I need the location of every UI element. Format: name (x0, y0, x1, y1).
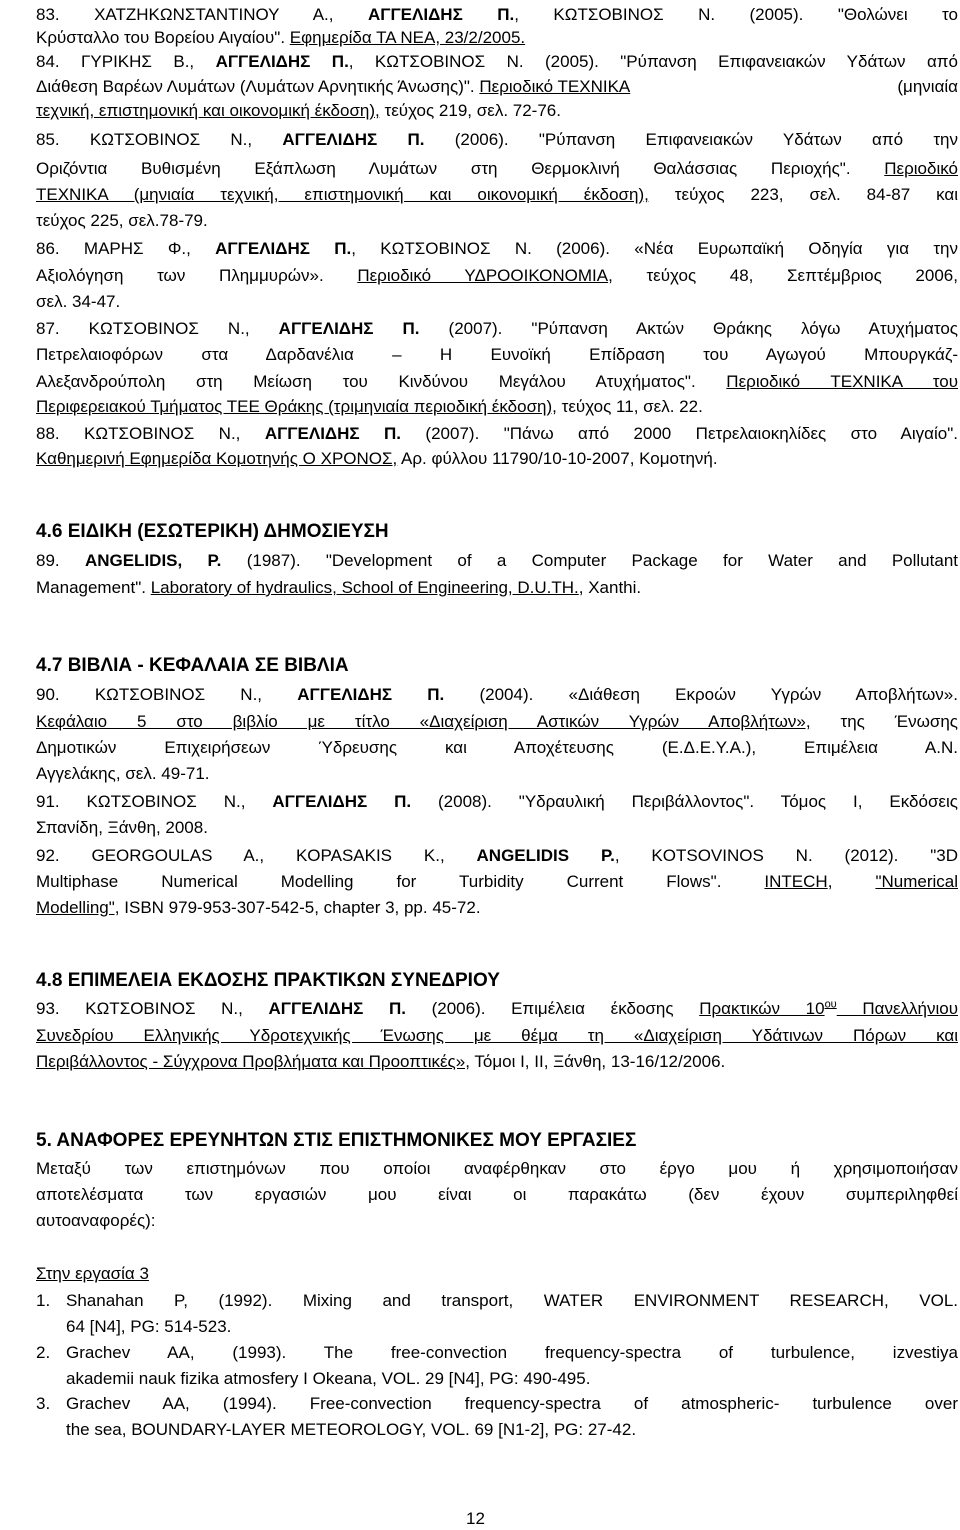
section-heading-4-7: 4.7 ΒΙΒΛΙΑ - ΚΕΦΑΛΑΙΑ ΣΕ ΒΙΒΛΙΑ (36, 655, 349, 676)
ref-85-line-2: Οριζόντια Βυθισμένη Εξάπλωση Λυμάτων στη Θερμοκλινή Θαλάσσιας Περιοχής". Περιοδικό (36, 159, 958, 178)
ref-84-line-3: τεχνική, επιστημονική και οικονομική έκδοση), τεύχος 219, σελ. 72-76. (36, 101, 561, 120)
ref-90-line-1: 90. ΚΩΤΣΟΒΙΝΟΣ Ν., ΑΓΓΕΛΙΔΗΣ Π. (2004). «Διάθεση Εκροών Υγρών Αποβλήτων». (36, 685, 958, 704)
work-label: Στην εργασία 3 (36, 1264, 149, 1283)
intro-line-2: αποτελέσματα των εργασιών μου είναι οι παρακάτω (δεν έχουν συμπεριληφθεί (36, 1185, 958, 1204)
work-item-line: the sea, BOUNDARY-LAYER METEOROLOGY, VOL. 69 [N1-2], PG: 27-42. (66, 1420, 637, 1439)
ref-86-line-1: 86. ΜΑΡΗΣ Φ., ΑΓΓΕΛΙΔΗΣ Π., ΚΩΤΣΟΒΙΝΟΣ Ν. (2006). «Νέα Ευρωπαϊκή Οδηγία για την (36, 239, 958, 258)
work-item-number: 3. (36, 1394, 51, 1413)
ref-87-line-2: Πετρελαιοφόρων στα Δαρδανέλια – Η Ευνοϊκή Επίδραση του Αγωγού Μπουργκάζ- (36, 345, 958, 364)
ref-86-line-3: σελ. 34-47. (36, 292, 121, 311)
ref-87-line-1: 87. ΚΩΤΣΟΒΙΝΟΣ Ν., ΑΓΓΕΛΙΔΗΣ Π. (2007). "Ρύπανση Ακτών Θράκης λόγω Ατυχήματος (36, 319, 958, 338)
ref-86-line-2: Αξιολόγηση των Πλημμυρών». Περιοδικό ΥΔΡΟΟΙΚΟΝΟΜΙΑ, τεύχος 48, Σεπτέμβριος 2006, (36, 266, 958, 285)
ref-91-line-1: 91. ΚΩΤΣΟΒΙΝΟΣ Ν., ΑΓΓΕΛΙΔΗΣ Π. (2008). "Υδραυλική Περιβάλλοντος". Τόμος Ι, Εκδόσεις (36, 792, 958, 811)
work-item-line: akademii nauk fizika atmosfery I Okeana, VOL. 29 [N4], PG: 490-495. (66, 1369, 591, 1388)
ref-90-line-2: Κεφάλαιο 5 στο βιβλίο με τίτλο «Διαχείριση Αστικών Υγρών Αποβλήτων», της Ένωσης (36, 712, 958, 731)
work-item-number: 2. (36, 1343, 51, 1362)
page-number: 12 (466, 1509, 485, 1528)
ref-90-line-3: Δημοτικών Επιχειρήσεων Ύδρευσης και Αποχέτευσης (Ε.Δ.Ε.Υ.Α.), Επιμέλεια Α.Ν. (36, 738, 958, 757)
ref-93-line-1: 93. ΚΩΤΣΟΒΙΝΟΣ Ν., ΑΓΓΕΛΙΔΗΣ Π. (2006). Επιμέλεια έκδοσης Πρακτικών $10^{o\upsilon}$ Πανελλήνιου (36, 998, 958, 1018)
section-heading-4-8: 4.8 ΕΠΙΜΕΛΕΙΑ ΕΚΔΟΣΗΣ ΠΡΑΚΤΙΚΩΝ ΣΥΝΕΔΡΙΟΥ (36, 970, 500, 991)
ref-85-line-3: ΤΕΧΝΙΚΑ (μηνιαία τεχνική, επιστημονική και οικονομική έκδοση), τεύχος 223, σελ. 84-87 και (36, 185, 958, 204)
ref-89-line-2: Management". Laboratory of hydraulics, School of Engineering, D.U.TH., Xanthi. (36, 578, 642, 597)
ref-89-line-1: 89. ANGELIDIS, P. (1987). "Development of a Computer Package for Water and Pollutant (36, 551, 958, 570)
ref-84-line-2: Διάθεση Βαρέων Λυμάτων (Λυμάτων Αρνητικής Άνωσης)". Περιοδικό ΤΕΧΝΙΚΑ (μηνιαία (36, 77, 958, 96)
work-item-number: 1. (36, 1291, 51, 1310)
ref-92-line-2: Multiphase Numerical Modelling for Turbidity Current Flows". INTECH, "Numerical (36, 872, 958, 891)
ref-87-line-4: Περιφερειακού Τμήματος ΤΕΕ Θράκης (τριμηνιαία περιοδική έκδοση), τεύχος 11, σελ. 22. (36, 397, 703, 416)
ref-83-line-2: Κρύσταλλο του Βορείου Αιγαίου". Εφημερίδα ΤΑ ΝΕΑ, 23/2/2005. (36, 28, 526, 47)
ref-90-line-4: Αγγελάκης, σελ. 49-71. (36, 764, 210, 783)
work-item-line: 64 [N4], PG: 514-523. (66, 1317, 232, 1336)
ref-92-line-3: Modelling", ISBN 979-953-307-542-5, chapter 3, pp. 45-72. (36, 898, 481, 917)
intro-line-3: αυτοαναφορές): (36, 1211, 156, 1230)
work-item-line: Shanahan P, (1992). Mixing and transport, WATER ENVIRONMENT RESEARCH, VOL. (66, 1291, 958, 1310)
work-item-line: Grachev AA, (1993). The free-convection frequency-spectra of turbulence, izvestiya (66, 1343, 958, 1362)
ref-88-line-2: Καθημερινή Εφημερίδα Κομοτηνής Ο ΧΡΟΝΟΣ, Αρ. φύλλου 11790/10-10-2007, Κομοτηνή. (36, 449, 718, 468)
section-heading-4-6: 4.6 ΕΙΔΙΚΗ (ΕΣΩΤΕΡΙΚΗ) ΔΗΜΟΣΙΕΥΣΗ (36, 521, 389, 542)
section-heading-5: 5. ΑΝΑΦΟΡΕΣ ΕΡΕΥΝΗΤΩΝ ΣΤΙΣ ΕΠΙΣΤΗΜΟΝΙΚΕΣ ΜΟΥ ΕΡΓΑΣΙΕΣ (36, 1130, 637, 1151)
ref-88-line-1: 88. ΚΩΤΣΟΒΙΝΟΣ Ν., ΑΓΓΕΛΙΔΗΣ Π. (2007). "Πάνω από 2000 Πετρελαιοκηλίδες στο Αιγαίο". (36, 424, 958, 443)
ref-85-line-4: τεύχος 225, σελ.78-79. (36, 211, 208, 230)
ref-93-line-3: Περιβάλλοντος - Σύγχρονα Προβλήματα και Προοπτικές», Τόμοι Ι, ΙΙ, Ξάνθη, 13-16/12/2006. (36, 1052, 726, 1071)
ref-93-line-2: Συνεδρίου Ελληνικής Υδροτεχνικής Ένωσης με θέμα τη «Διαχείριση Υδάτινων Πόρων και (36, 1026, 958, 1045)
ref-83-line-1: 83. ΧΑΤΖΗΚΩΝΣΤΑΝΤΙΝΟΥ Α., ΑΓΓΕΛΙΔΗΣ Π., ΚΩΤΣΟΒΙΝΟΣ Ν. (2005). "Θολώνει το (36, 5, 958, 24)
ref-85-line-1: 85. ΚΩΤΣΟΒΙΝΟΣ Ν., ΑΓΓΕΛΙΔΗΣ Π. (2006). "Ρύπανση Επιφανειακών Υδάτων από την (36, 130, 958, 149)
ref-87-line-3: Αλεξανδρούπολη στη Μείωση του Κινδύνου Μεγάλου Ατυχήματος". Περιοδικό ΤΕΧΝΙΚΑ του (36, 372, 958, 391)
ref-84-line-1: 84. ΓΥΡΙΚΗΣ Β., ΑΓΓΕΛΙΔΗΣ Π., ΚΩΤΣΟΒΙΝΟΣ Ν. (2005). "Ρύπανση Επιφανειακών Υδάτων από (36, 52, 958, 71)
intro-line-1: Μεταξύ των επιστημόνων που οποίοι αναφέρθηκαν στο έργο μου ή χρησιμοποιήσαν (36, 1159, 958, 1178)
ref-92-line-1: 92. GEORGOULAS A., KOPASAKIS K., ANGELIDIS P., KOTSOVINOS N. (2012). "3D (36, 846, 958, 865)
work-item-line: Grachev AA, (1994). Free-convection frequency-spectra of atmospheric- turbulence over (66, 1394, 958, 1413)
ref-91-line-2: Σπανίδη, Ξάνθη, 2008. (36, 818, 208, 837)
